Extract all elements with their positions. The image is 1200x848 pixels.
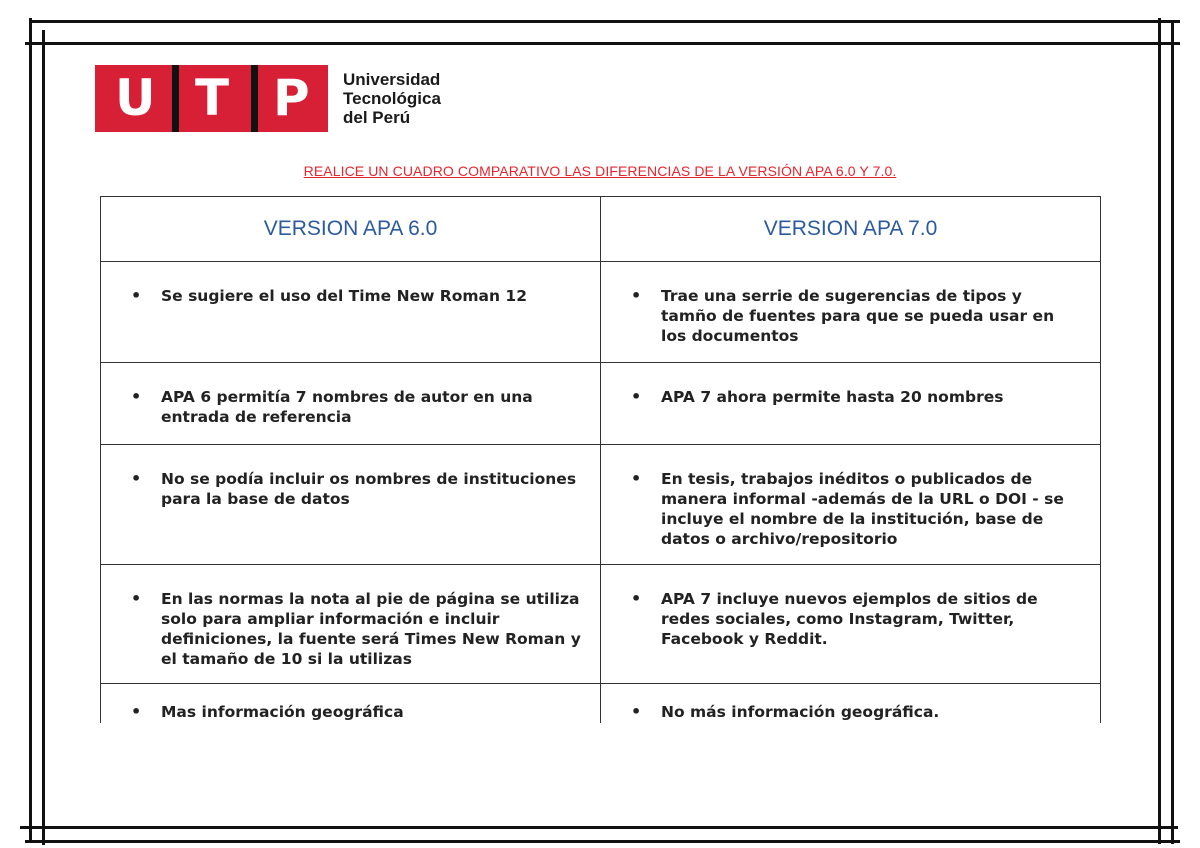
university-name-line: Tecnológica: [343, 89, 441, 108]
bullet-item: • APA 7 ahora permite hasta 20 nombres: [601, 363, 1100, 407]
page-heading: REALICE UN CUADRO COMPARATIVO LAS DIFERENCIAS DE LA VERSIÓN APA 6.0 Y 7.0.: [303, 163, 897, 179]
table-row: [101, 363, 1101, 445]
bullet-item: • Mas información geográfica: [101, 684, 600, 722]
university-name: [343, 70, 441, 127]
logo-letter-u: U: [115, 69, 156, 127]
table-cell: [101, 565, 601, 684]
frame-line: [42, 30, 45, 845]
table-cell: [101, 262, 601, 363]
table-cell: [101, 684, 601, 723]
column-header-apa7: VERSION APA 7.0: [601, 197, 1101, 262]
table-cell: [101, 363, 601, 445]
bullet-item: • APA 7 incluye nuevos ejemplos de sitios de redes sociales, como Instagram, Twitter, Facebook y Reddit.: [601, 565, 1100, 649]
bullet-item: • Se sugiere el uso del Time New Roman 12: [101, 262, 600, 306]
table-row: [101, 684, 1101, 723]
logo-separator: [172, 65, 179, 132]
university-name-line: del Perú: [343, 108, 411, 127]
frame-line: [1171, 22, 1174, 844]
table-header-row: [101, 197, 1101, 262]
table-row: [101, 262, 1101, 363]
table-row: [101, 445, 1101, 565]
bullet-item: • En las normas la nota al pie de página se utiliza solo para ampliar información e incluir definiciones, la fuente será Times New Roman y el tamaño de 10 si la utilizas: [101, 565, 600, 669]
bullet-item: • APA 6 permitía 7 nombres de autor en una entrada de referencia: [101, 363, 600, 427]
logo-letter-p: P: [273, 69, 310, 127]
bullet-item: • En tesis, trabajos inéditos o publicados de manera informal -además de la URL o DOI - se incluye el nombre de la institución, base de datos o archivo/repositorio: [601, 445, 1100, 549]
bullet-item: • No más información geográfica.: [601, 684, 1100, 722]
logo-separator: [251, 65, 258, 132]
frame-line: [29, 18, 32, 840]
bullet-item: • No se podía incluir os nombres de instituciones para la base de datos: [101, 445, 600, 509]
table-row: [101, 565, 1101, 684]
logo-letter-t: T: [195, 69, 230, 127]
table-cell: [601, 363, 1101, 445]
comparison-table: [100, 196, 1101, 723]
bullet-item: • Trae una serrie de sugerencias de tipos y tamño de fuentes para que se pueda usar en los documentos: [601, 262, 1100, 346]
column-header-apa6: VERSION APA 6.0: [101, 197, 601, 262]
frame-line: [25, 840, 1180, 843]
table-cell: [101, 445, 601, 565]
table-cell: [601, 445, 1101, 565]
utp-logo-mark: [95, 65, 328, 132]
frame-line: [25, 42, 1180, 45]
table-cell: [601, 565, 1101, 684]
university-name-line: Universidad: [343, 70, 441, 89]
frame-line: [30, 20, 1180, 23]
frame-line: [20, 826, 1178, 829]
table-cell: [601, 262, 1101, 363]
table-cell: [601, 684, 1101, 723]
utp-logo: [95, 65, 441, 132]
frame-line: [1158, 18, 1161, 844]
